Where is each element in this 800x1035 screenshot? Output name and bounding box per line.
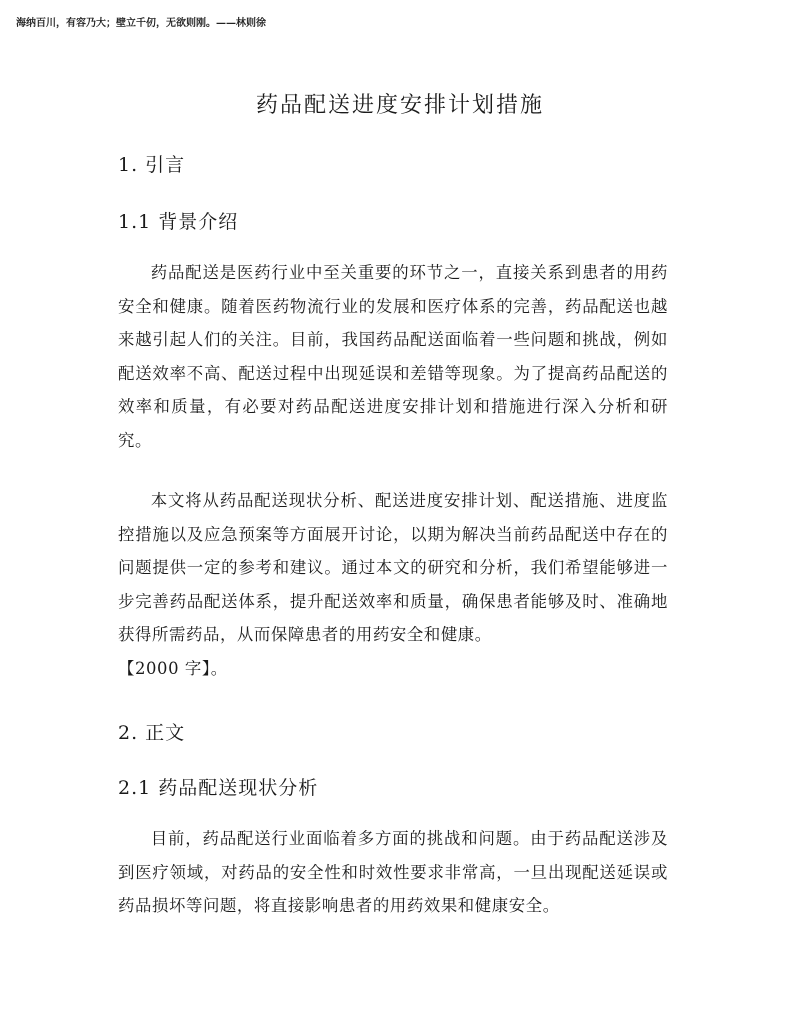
paragraph-overview	[118, 484, 668, 685]
document-title: 药品配送进度安排计划措施	[255, 93, 544, 118]
section-heading-main-body: 2. 正文	[118, 722, 186, 744]
header-quote: 海纳百川，有容乃大；壁立千仞，无欲则刚。——林则徐	[16, 18, 266, 29]
word-count-note: 【2000 字】。	[118, 658, 228, 678]
paragraph-background: 药品配送是医药行业中至关重要的环节之一，直接关系到患者的用药安全和健康。随着医药物流行业的发展和医疗体系的完善，药品配送也越来越引起人们的关注。目前，我国药品配送面临着一些问题和挑战，例如配送效率不高、配送过程中出现延误和差错等现象。为了提高药品配送的效率和质量，有必要对药品配送进度安排计划和措施进行深入分析和研究。	[118, 263, 668, 450]
section-heading-background: 1.1 背景介绍	[118, 211, 239, 233]
section-heading-introduction: 1. 引言	[118, 154, 186, 176]
paragraph-overview-text: 本文将从药品配送现状分析、配送进度安排计划、配送措施、进度监控措施以及应急预案等方面展开讨论，以期为解决当前药品配送中存在的问题提供一定的参考和建议。通过本文的研究和分析，我们希望能够进一步完善药品配送体系，提升配送效率和质量，确保患者能够及时、准确地获得所需药品，从而保障患者的用药安全和健康。	[118, 491, 668, 644]
paragraph-status-analysis: 目前，药品配送行业面临着多方面的挑战和问题。由于药品配送涉及到医疗领域，对药品的安全性和时效性要求非常高，一旦出现配送延误或药品损坏等问题，将直接影响患者的用药效果和健康安全。	[118, 829, 668, 915]
section-heading-status-analysis: 2.1 药品配送现状分析	[118, 777, 319, 799]
